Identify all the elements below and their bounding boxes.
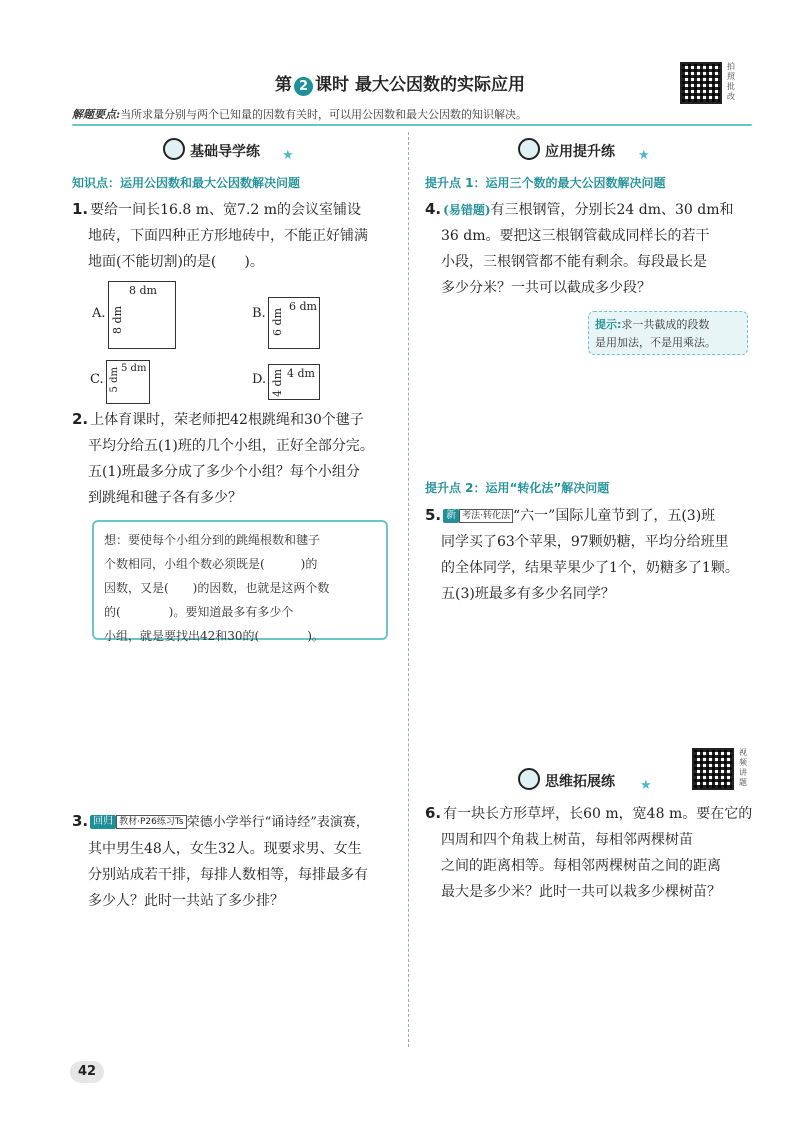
q4-line-3: 小段，三根钢管都不能有剩余。每段最长是 [441, 254, 707, 270]
error-prone-tag: (易错题) [443, 203, 491, 217]
hint-box [588, 311, 748, 355]
question-3 [72, 808, 404, 914]
textbook-tag: 教材·P26练习Ts [116, 815, 186, 829]
star-icon: ★ [638, 148, 650, 163]
option-b-label: B. [252, 306, 266, 321]
return-tag: 回归 [90, 815, 116, 829]
q6-line-4: 最大是多少米？此时一共可以栽多少棵树苗？ [441, 884, 721, 900]
q3-line-3: 分别站成若干排，每排人数相等，每排最多有 [88, 867, 368, 883]
hint-label: 提示: [595, 318, 622, 331]
q3-line-4: 多少人？此时一共站了多少排？ [88, 893, 284, 909]
tile-a-side: 8 dm [111, 306, 124, 334]
question-number: 1. [72, 200, 89, 218]
qr-code-icon[interactable] [680, 62, 722, 104]
tip-label: 解题要点: [72, 108, 121, 121]
page-number: 42 [70, 1061, 104, 1083]
tile-a-top: 8 dm [129, 284, 157, 297]
option-d-label: D. [252, 372, 267, 387]
q6-line-2: 四周和四个角栽上树苗，每相邻两棵树苗 [441, 832, 693, 848]
question-number: 5. [425, 506, 442, 524]
question-1 [72, 196, 402, 275]
header-divider [72, 124, 752, 126]
q2-line-2: 平均分给五(1)班的几个小组，正好全部分完。 [88, 438, 374, 454]
q2-line-3: 五(1)班最多分成了多少个小组？每个小组分 [88, 464, 360, 480]
q6-line-3: 之间的距离相等。每相邻两棵树苗之间的距离 [441, 858, 721, 874]
q1-line-3: 地面(不能切割)的是( )。 [88, 254, 264, 270]
think-line-5: 小组，就是要找出42和30的( )。 [104, 629, 324, 643]
tile-a [108, 281, 176, 349]
tile-b-top: 6 dm [289, 300, 317, 313]
question-2 [72, 406, 402, 511]
question-number: 4. [425, 200, 442, 218]
q6-line-1: 有一块长方形草坪，长60 m，宽48 m。要在它的 [443, 806, 753, 822]
solving-tip [72, 106, 752, 122]
option-a-label: A. [92, 306, 106, 321]
tile-b [268, 297, 320, 349]
tip-text: 当所求量分别与两个已知量的因数有关时，可以用公因数和最大公因数的知识解决。 [120, 108, 528, 121]
question-5 [425, 502, 760, 607]
tile-c-side: 5 dm [109, 367, 120, 393]
star-icon: ★ [282, 148, 294, 163]
tile-d-top: 4 dm [287, 367, 315, 380]
new-tag: 新 [443, 509, 459, 523]
mascot-icon [518, 138, 540, 160]
mascot-icon [163, 138, 185, 160]
q5-line-4: 五(3)班最多有多少名同学？ [441, 586, 615, 602]
tile-d [268, 364, 320, 400]
q4-line-2: 36 dm。要把这三根钢管截成同样长的若干 [441, 228, 710, 244]
tile-c-top: 5 dm [121, 363, 147, 374]
improvement-point-1: 提升点 1：运用三个数的最大公因数解决问题 [425, 176, 666, 190]
q4-line-4: 多少分米？一共可以截成多少段？ [441, 280, 651, 296]
title-prefix: 第 [275, 75, 293, 95]
question-4 [425, 196, 755, 301]
option-c-label: C. [90, 372, 104, 387]
think-line-1: 想：要使每个小组分到的跳绳根数和毽子 [104, 533, 321, 547]
lesson-number-badge: 2 [294, 77, 313, 96]
column-divider [408, 132, 409, 1047]
qr-bottom-label: 视频讲题 [739, 748, 747, 787]
knowledge-point: 知识点：运用公因数和最大公因数解决问题 [72, 176, 301, 190]
section-title-thinking: 思维拓展练 [545, 774, 615, 790]
q4-line-1: 有三根钢管，分别长24 dm、30 dm和 [490, 202, 734, 218]
question-number: 6. [425, 804, 442, 822]
section-title-basic: 基础导学练 [190, 144, 260, 160]
section-title-applied: 应用提升练 [545, 144, 615, 160]
question-number: 2. [72, 410, 89, 428]
improvement-point-2: 提升点 2：运用“转化法”解决问题 [425, 481, 610, 495]
q3-line-1: 荣德小学举行“诵诗经”表演赛， [186, 815, 369, 830]
tile-d-side: 4 dm [271, 369, 284, 397]
think-line-2: 个数相同，小组个数必须既是( )的 [104, 557, 318, 571]
q1-line-1: 要给一间长16.8 m、宽7.2 m的会议室铺设 [90, 202, 362, 218]
think-line-4: 的( )。要知道最多有多少个 [104, 605, 294, 619]
think-line-3: 因数，又是( )的因数，也就是这两个数 [104, 581, 330, 595]
q2-line-4: 到跳绳和毽子各有多少？ [88, 490, 242, 506]
star-icon: ★ [640, 778, 652, 793]
question-6 [425, 800, 775, 905]
hint-line-2: 是用加法，不是用乘法。 [595, 336, 716, 349]
hint-line-1: 求一共截成的段数 [621, 318, 710, 331]
q1-line-2: 地砖，下面四种正方形地砖中，不能正好铺满 [88, 228, 368, 244]
qr-top-label: 拍照批改 [727, 62, 735, 101]
mascot-icon [518, 768, 540, 790]
q5-line-3: 的全体同学，结果苹果少了1个，奶糖多了1颗。 [441, 560, 739, 576]
method-tag: 考法·转化法 [459, 509, 513, 523]
tile-c [106, 360, 150, 404]
q5-line-2: 同学买了63个苹果，97颗奶糖，平均分给班里 [441, 534, 729, 550]
question-number: 3. [72, 812, 89, 830]
q5-line-1: “六一”国际儿童节到了，五(3)班 [513, 508, 716, 524]
qr-code-icon[interactable] [692, 748, 734, 790]
thinking-box [92, 520, 388, 643]
tile-b-side: 6 dm [271, 308, 284, 336]
title-suffix: 课时 最大公因数的实际应用 [315, 75, 525, 95]
q2-line-1: 上体育课时，荣老师把42根跳绳和30个毽子 [90, 412, 364, 428]
q3-line-2: 其中男生48人，女生32人。现要求男、女生 [88, 841, 362, 857]
